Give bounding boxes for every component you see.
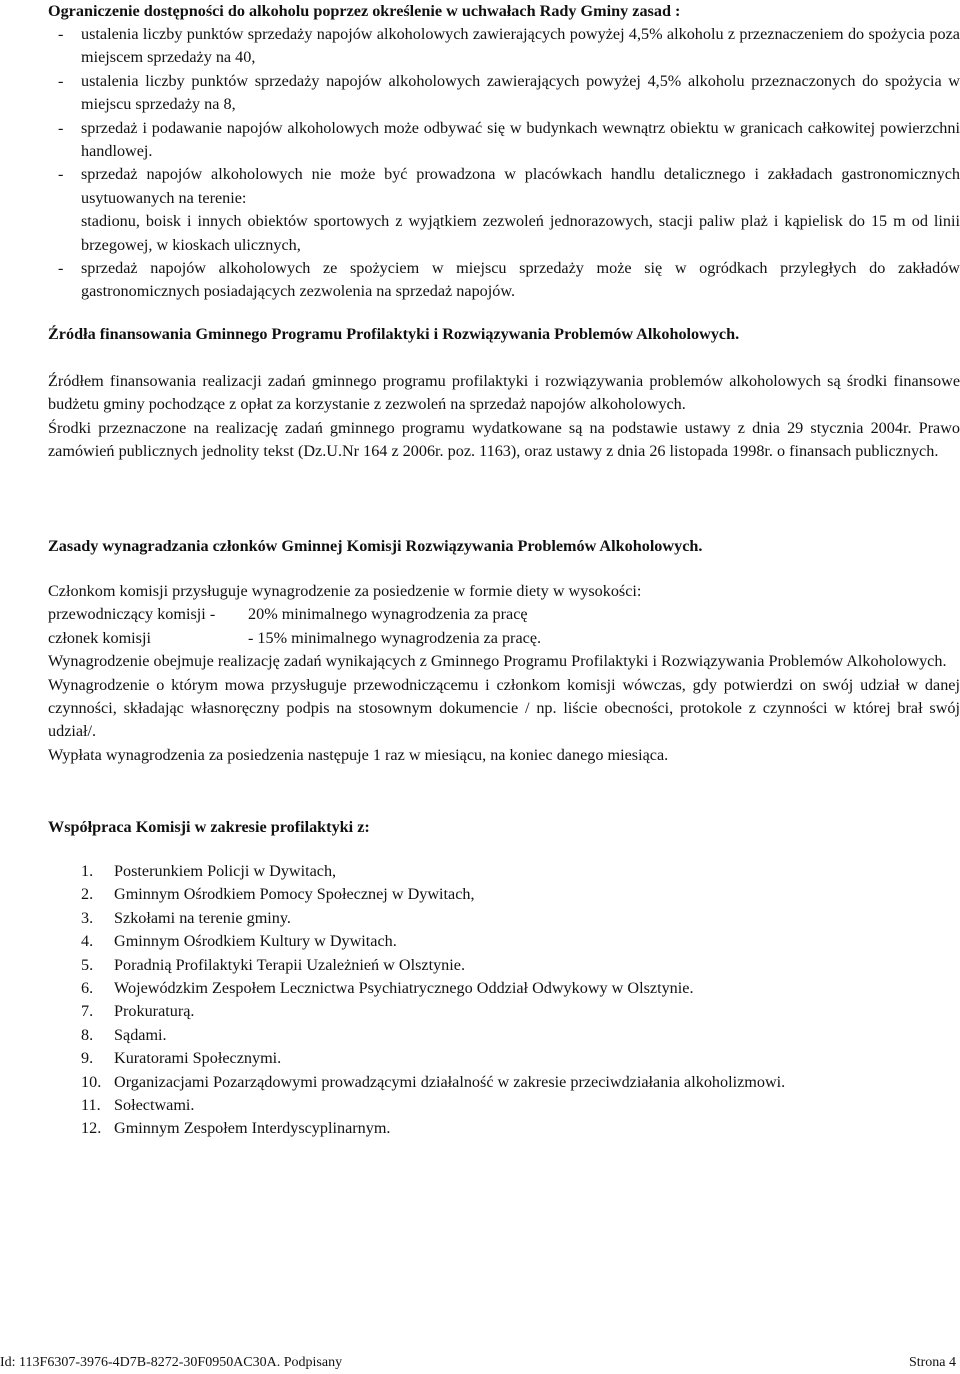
list-item: [81, 860, 785, 883]
list-item: [81, 1094, 785, 1117]
list-item: [81, 954, 785, 977]
list-item-text: Sądami.: [114, 1025, 167, 1044]
list-item-text: Organizacjami Pozarządowymi prowadzącymi działalność w zakresie przeciwdziałania alkoholizmowi.: [114, 1072, 786, 1091]
list-item: - ustalenia liczby punktów sprzedaży napojów alkoholowych zawierających powyżej 4,5% alkoholu z przeznaczeniem do spożycia poza miejscem sprzedaży na 40,: [48, 23, 960, 70]
list-number: 10.: [81, 1072, 102, 1091]
cooperation-list: [81, 860, 785, 1141]
restrictions-list: [48, 23, 960, 304]
list-item-text: Wojewódzkim Zespołem Lecznictwa Psychiatrycznego Oddział Odwykowy w Olsztynie.: [114, 979, 694, 998]
list-number: 11.: [81, 1096, 101, 1115]
pay-role: członek komisji: [48, 628, 151, 647]
list-item-text: Gminnym Ośrodkiem Kultury w Dywitach.: [114, 932, 397, 951]
list-item: [81, 1047, 785, 1070]
list-item: [81, 1071, 785, 1094]
list-item: [81, 1000, 785, 1023]
list-number: 3.: [81, 908, 94, 927]
section-heading-cooperation: Współpraca Komisji w zakresie profilaktyki z:: [48, 818, 370, 836]
section-heading-financing: Źródła finansowania Gminnego Programu Profilaktyki i Rozwiązywania Problemów Alkoholowych.: [48, 325, 740, 343]
paragraph: Źródłem finansowania realizacji zadań gminnego programu profilaktyki i rozwiązywania problemów alkoholowych są środki finansowe budżetu gminy pochodzące z opłat za korzystanie z zezwoleń na sprzedaż napojów alkoholowych.: [48, 372, 960, 414]
financing-section: [48, 370, 960, 464]
list-item: - ustalenia liczby punktów sprzedaży napojów alkoholowych zawierających powyżej 4,5% alkoholu przeznaczonych do spożycia w miejscu sprzedaży na 8,: [48, 70, 960, 117]
list-item: [81, 1024, 785, 1047]
document-id: Id: 113F6307-3976-4D7B-8272-30F0950AC30A. Podpisany: [0, 1355, 343, 1370]
list-item: [81, 883, 785, 906]
list-item-text: Gminnym Zespołem Interdyscyplinarnym.: [114, 1119, 391, 1138]
list-item-text: Gminnym Ośrodkiem Pomocy Społecznej w Dywitach,: [114, 885, 475, 904]
section-heading-remuneration: Zasady wynagradzania członków Gminnej Komisji Rozwiązywania Problemów Alkoholowych.: [48, 537, 703, 555]
paragraph: Wynagrodzenie o którym mowa przysługuje przewodniczącemu i członkom komisji wówczas, gdy potwierdzi on swój udział w danej czynności, składając własnoręczny podpis na stosownym dokumencie / np. liście obecności, protokole z czynności w której brał swój udział/.: [48, 675, 960, 741]
paragraph: Wynagrodzenie obejmuje realizację zadań wynikających z Gminnego Programu Profilaktyki i Rozwiązywania Problemów Alkoholowych.: [48, 652, 947, 671]
list-number: 2.: [81, 885, 94, 904]
section-heading-restrictions: Ograniczenie dostępności do alkoholu poprzez określenie w uchwałach Rady Gminy zasad :: [48, 2, 681, 20]
list-number: 7.: [81, 1002, 94, 1021]
list-item-text: Posterunkiem Policji w Dywitach,: [114, 862, 337, 880]
list-item-text: Prokuraturą.: [114, 1002, 195, 1021]
list-number: 12.: [81, 1119, 102, 1138]
page-footer: [0, 1351, 956, 1374]
paragraph: Członkom komisji przysługuje wynagrodzenie za posiedzenie w formie diety w wysokości:: [48, 582, 642, 600]
list-item-continuation: stadionu, boisk i innych obiektów sportowych z wyjątkiem zezwoleń jednorazowych, stacji paliw plaż i kąpielisk do 15 m od linii brzegowej, w kioskach ulicznych,: [81, 212, 960, 254]
list-number: 8.: [81, 1025, 94, 1044]
pay-role: przewodniczący komisji -: [48, 605, 216, 624]
list-number: 9.: [81, 1049, 94, 1068]
list-number: 6.: [81, 979, 94, 998]
list-item: [81, 977, 785, 1000]
list-number: 1.: [81, 862, 94, 880]
list-number: 4.: [81, 932, 94, 951]
pay-row-member: [48, 627, 960, 650]
list-item: [81, 907, 785, 930]
page-number: Strona 4: [908, 1355, 956, 1370]
pay-value: 20% minimalnego wynagrodzenia za pracę: [248, 605, 528, 624]
list-item: [81, 930, 785, 953]
list-item: [48, 163, 960, 257]
pay-value: - 15% minimalnego wynagrodzenia za pracę.: [248, 628, 542, 647]
pay-row-chair: [48, 603, 960, 626]
list-item: [81, 1117, 785, 1140]
paragraph: Środki przeznaczone na realizację zadań gminnego programu wydatkowane są na podstawie ustawy z dnia 29 stycznia 2004r. Prawo zamówień publicznych jednolity tekst (Dz.U.Nr 164 z 2006r. poz. 1163), oraz ustawy z dnia 26 listopada 1998r. o finansach publicznych.: [48, 418, 960, 461]
list-item-text: Sołectwami.: [114, 1096, 195, 1115]
paragraph: Wypłata wynagrodzenia za posiedzenia następuje 1 raz w miesiącu, na koniec danego miesiąca.: [48, 745, 669, 764]
list-item-text: sprzedaż napojów alkoholowych nie może być prowadzona w placówkach handlu detalicznego i zakładach gastronomicznych usytuowanych na terenie:: [81, 165, 960, 207]
list-number: 5.: [81, 955, 94, 974]
list-item-text: Szkołami na terenie gminy.: [114, 908, 291, 927]
list-item-text: Kuratorami Społecznymi.: [114, 1049, 282, 1068]
list-item: - sprzedaż napojów alkoholowych ze spożyciem w miejscu sprzedaży może się w ogródkach przyległych do zakładów gastronomicznych posiadających zezwolenia na sprzedaż napojów.: [48, 257, 960, 304]
remuneration-section: [48, 580, 960, 767]
list-item-text: Poradnią Profilaktyki Terapii Uzależnień w Olsztynie.: [114, 955, 465, 974]
list-item: - sprzedaż i podawanie napojów alkoholowych może odbywać się w budynkach wewnątrz obiektu w granicach całkowitej powierzchni handlowej.: [48, 117, 960, 164]
